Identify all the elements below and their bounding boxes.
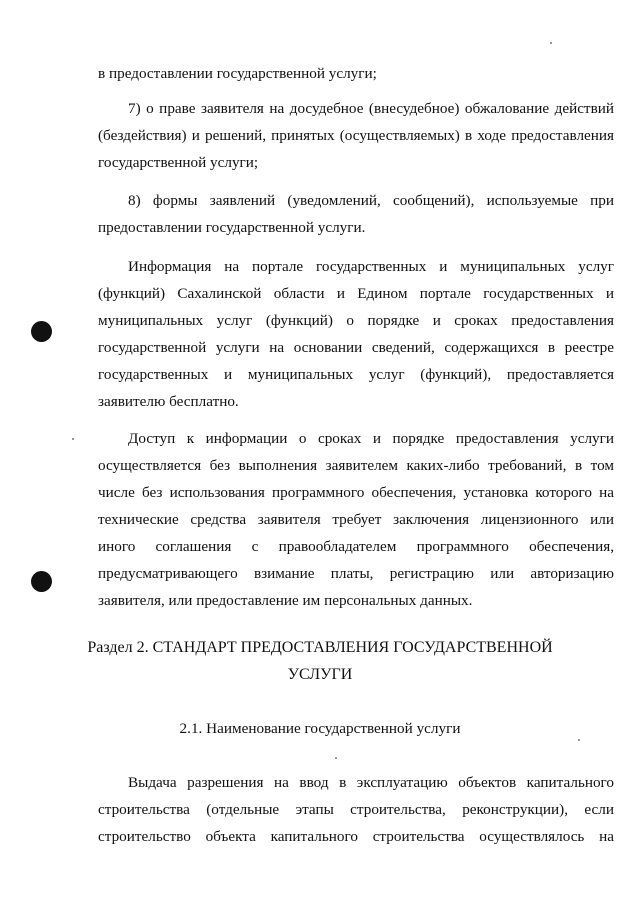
text-line: предусматривающего взимание платы, регистрацию или авторизацию <box>98 565 614 582</box>
text-line: государственной услуги на основании сведений, содержащихся в реестре <box>98 339 614 356</box>
text-line: строительство объекта капитального строительства осуществлялось на <box>98 828 614 845</box>
text-line: заявителю бесплатно. <box>98 393 239 410</box>
punch-hole-bottom <box>31 571 52 592</box>
text-line: государственной услуги; <box>98 154 259 171</box>
scan-speck <box>578 739 580 741</box>
scan-speck <box>335 757 337 759</box>
text-line: Информация на портале государственных и муниципальных услуг <box>128 258 614 275</box>
text-line: 8) формы заявлений (уведомлений, сообщений), используемые при <box>128 192 614 209</box>
text-line: осуществляется без выполнения заявителем каких-либо требований, в том <box>98 457 614 474</box>
text-line: заявителя, или предоставление им персональных данных. <box>98 592 473 609</box>
text-line: предоставлении государственной услуги. <box>98 219 366 236</box>
text-line: Доступ к информации о сроках и порядке предоставления услуги <box>128 430 614 447</box>
punch-hole-top <box>31 321 52 342</box>
text-line: в предоставлении государственной услуги; <box>98 65 377 82</box>
text-line: строительства (отдельные этапы строительства, реконструкции), если <box>98 801 614 818</box>
section-heading: УСЛУГИ <box>287 666 353 683</box>
text-line: иного соглашения с правообладателем программного обеспечения, <box>98 538 614 555</box>
text-line: государственных и муниципальных услуг (функций), предоставляется <box>98 366 614 383</box>
text-line: (бездействия) и решений, принятых (осуществляемых) в ходе предоставления <box>98 127 614 144</box>
text-line: (функций) Сахалинской области и Едином портале государственных и <box>98 285 614 302</box>
text-line: 7) о праве заявителя на досудебное (внесудебное) обжалование действий <box>128 100 614 117</box>
scan-speck <box>550 42 552 44</box>
text-line: технические средства заявителя требует заключения лицензионного или <box>98 511 614 528</box>
section-heading: Раздел 2. СТАНДАРТ ПРЕДОСТАВЛЕНИЯ ГОСУДАРСТВЕННОЙ <box>87 639 553 656</box>
text-line: числе без использования программного обеспечения, установка которого на <box>98 484 614 501</box>
subsection-heading: 2.1. Наименование государственной услуги <box>179 720 461 737</box>
text-line: муниципальных услуг (функций) о порядке и сроках предоставления <box>98 312 614 329</box>
text-line: Выдача разрешения на ввод в эксплуатацию объектов капитального <box>128 774 614 791</box>
scan-speck <box>72 438 74 440</box>
